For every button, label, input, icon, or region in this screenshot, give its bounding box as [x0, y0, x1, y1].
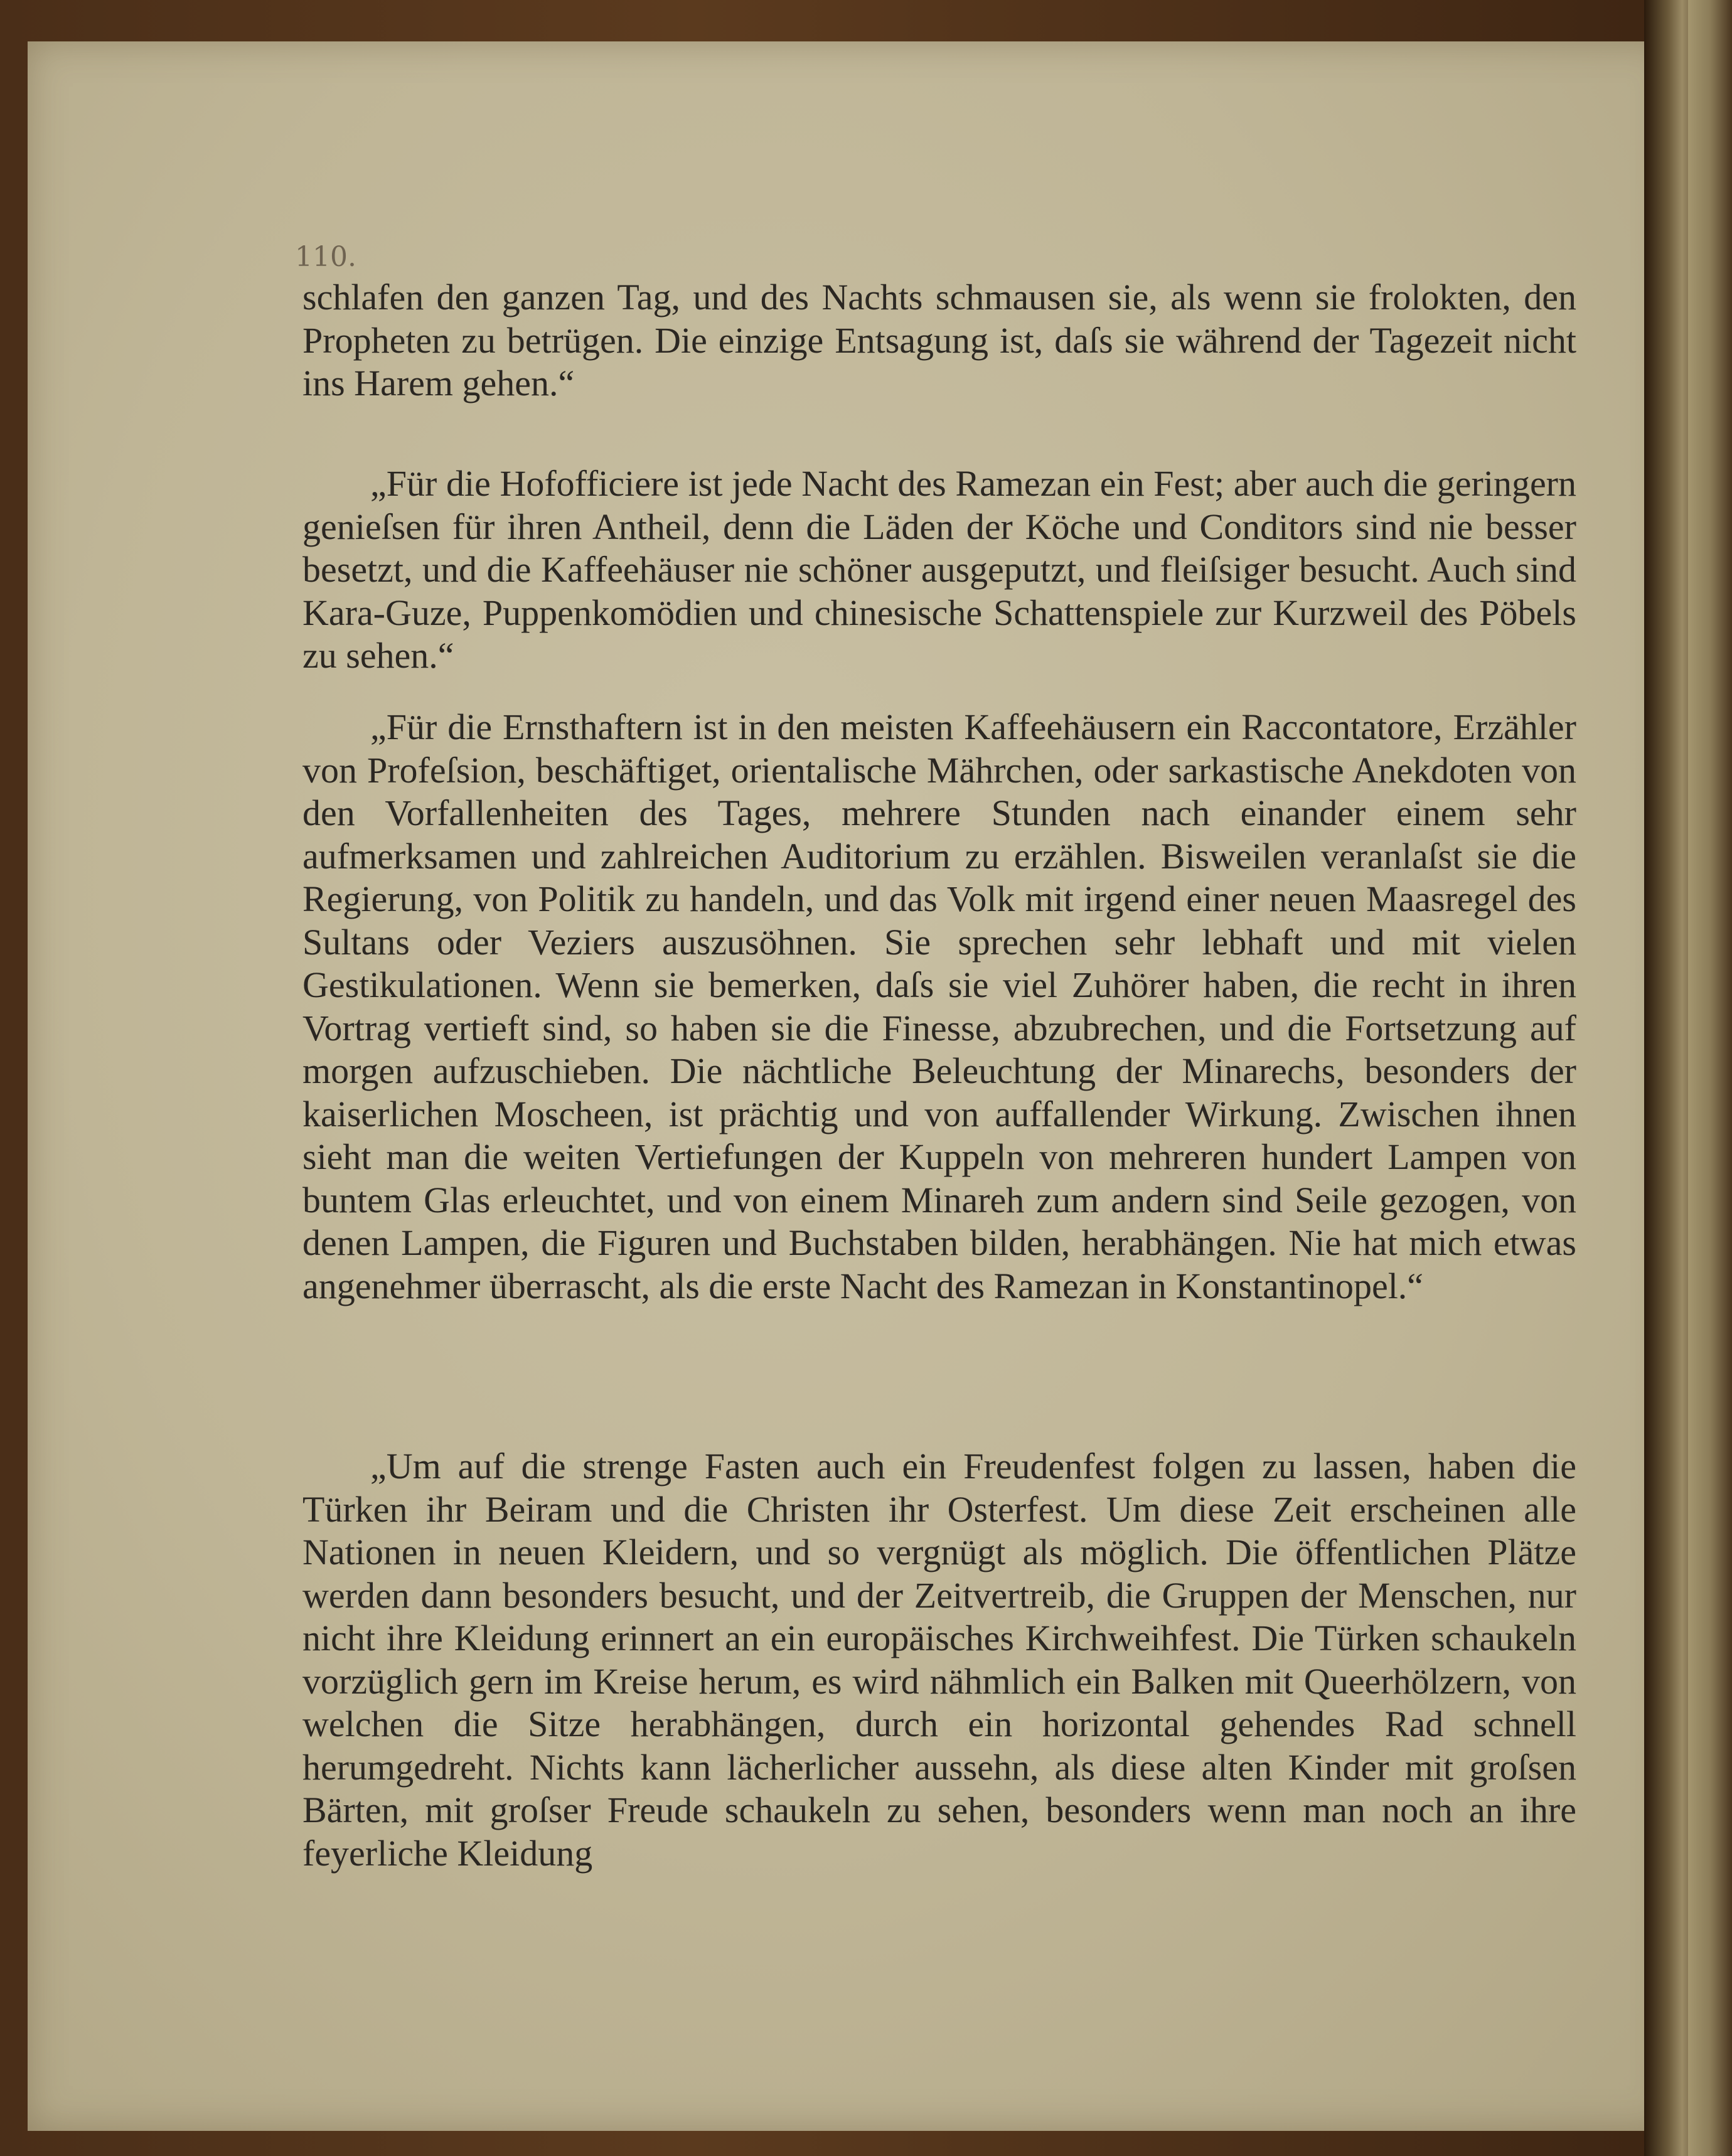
paragraph-4: „Um auf die strenge Fasten auch ein Freudenfest folgen zu lassen, haben die Türken ihr Beiram und die Christen ihr Osterfest. Um diese Zeit erscheinen alle Nationen in neuen Kleidern, und so vergnügt als möglich. Die öffentlichen Plätze werden dann besonders besucht, und der Zeitvertreib, die Gruppen der Menschen, nur nicht ihre Kleidung erinnert an ein europäisches Kirchweihfest. Die Türken schaukeln vorzüglich gern im Kreise herum, es wird nähmlich ein Balken mit Queerhölzern, von welchen die Sitze herabhängen, durch ein horizontal gehendes Rad schnell herumgedreht. Nichts kann lächerlicher aussehn, als diese alten Kinder mit groſsen Bärten, mit groſser Freude schaukeln zu sehen, besonders wenn man noch an ihre feyerliche Kleidung [302, 1446, 1576, 1874]
paragraph-2: „Für die Hofofficiere ist jede Nacht des Ramezan ein Fest; aber auch die geringern genieſsen für ihren Antheil, denn die Läden der Köche und Conditors sind nie besser besetzt, und die Kaffeehäuser nie schöner ausgeputzt, und fleiſsiger besucht. Auch sind Kara-Guze, Puppenkomödien und chinesische Schattenspiele zur Kurzweil des Pöbels zu sehen.“ [302, 463, 1576, 676]
next-page-edge [1688, 0, 1732, 2156]
paragraph-1: schlafen den ganzen Tag, und des Nachts schmausen sie, als wenn sie frolokten, den Propheten zu betrügen. Die einzige Entsagung ist, daſs sie während der Tagezeit nicht ins Harem gehen.“ [302, 277, 1576, 403]
paragraph-3: „Für die Ernsthaftern ist in den meisten Kaffeehäusern ein Raccontatore, Erzähler von Profeſsion, beschäftiget, orientalische Mährchen, oder sarkastische Anekdoten von den Vorfallenheiten des Tages, mehrere Stunden nach einander einem sehr aufmerksamen und zahlreichen Auditorium zu erzählen. Bisweilen veranlaſst sie die Regierung, von Politik zu handeln, und das Volk mit irgend einer neuen Maasregel des Sultans oder Veziers auszusöhnen. Sie sprechen sehr lebhaft und mit vielen Gestikulationen. Wenn sie bemerken, daſs sie viel Zuhörer haben, die recht in ihren Vortrag vertieft sind, so haben sie die Finesse, abzubrechen, und die Fortsetzung auf morgen aufzuschieben. Die nächtliche Beleuchtung der Minarechs, besonders der kaiserlichen Moscheen, ist prächtig und von auffallender Wirkung. Zwischen ihnen sieht man die weiten Vertiefungen der Kuppeln von mehreren hundert Lampen von buntem Glas erleuchtet, und von einem Minareh zum andern sind Seile gezogen, von denen Lampen, die Figuren und Buchstaben bilden, herabhängen. Nie hat mich etwas angenehmer überrascht, als die erste Nacht des Ramezan in Konstantinopel.“ [302, 707, 1576, 1306]
page-number: 110. [295, 241, 356, 273]
